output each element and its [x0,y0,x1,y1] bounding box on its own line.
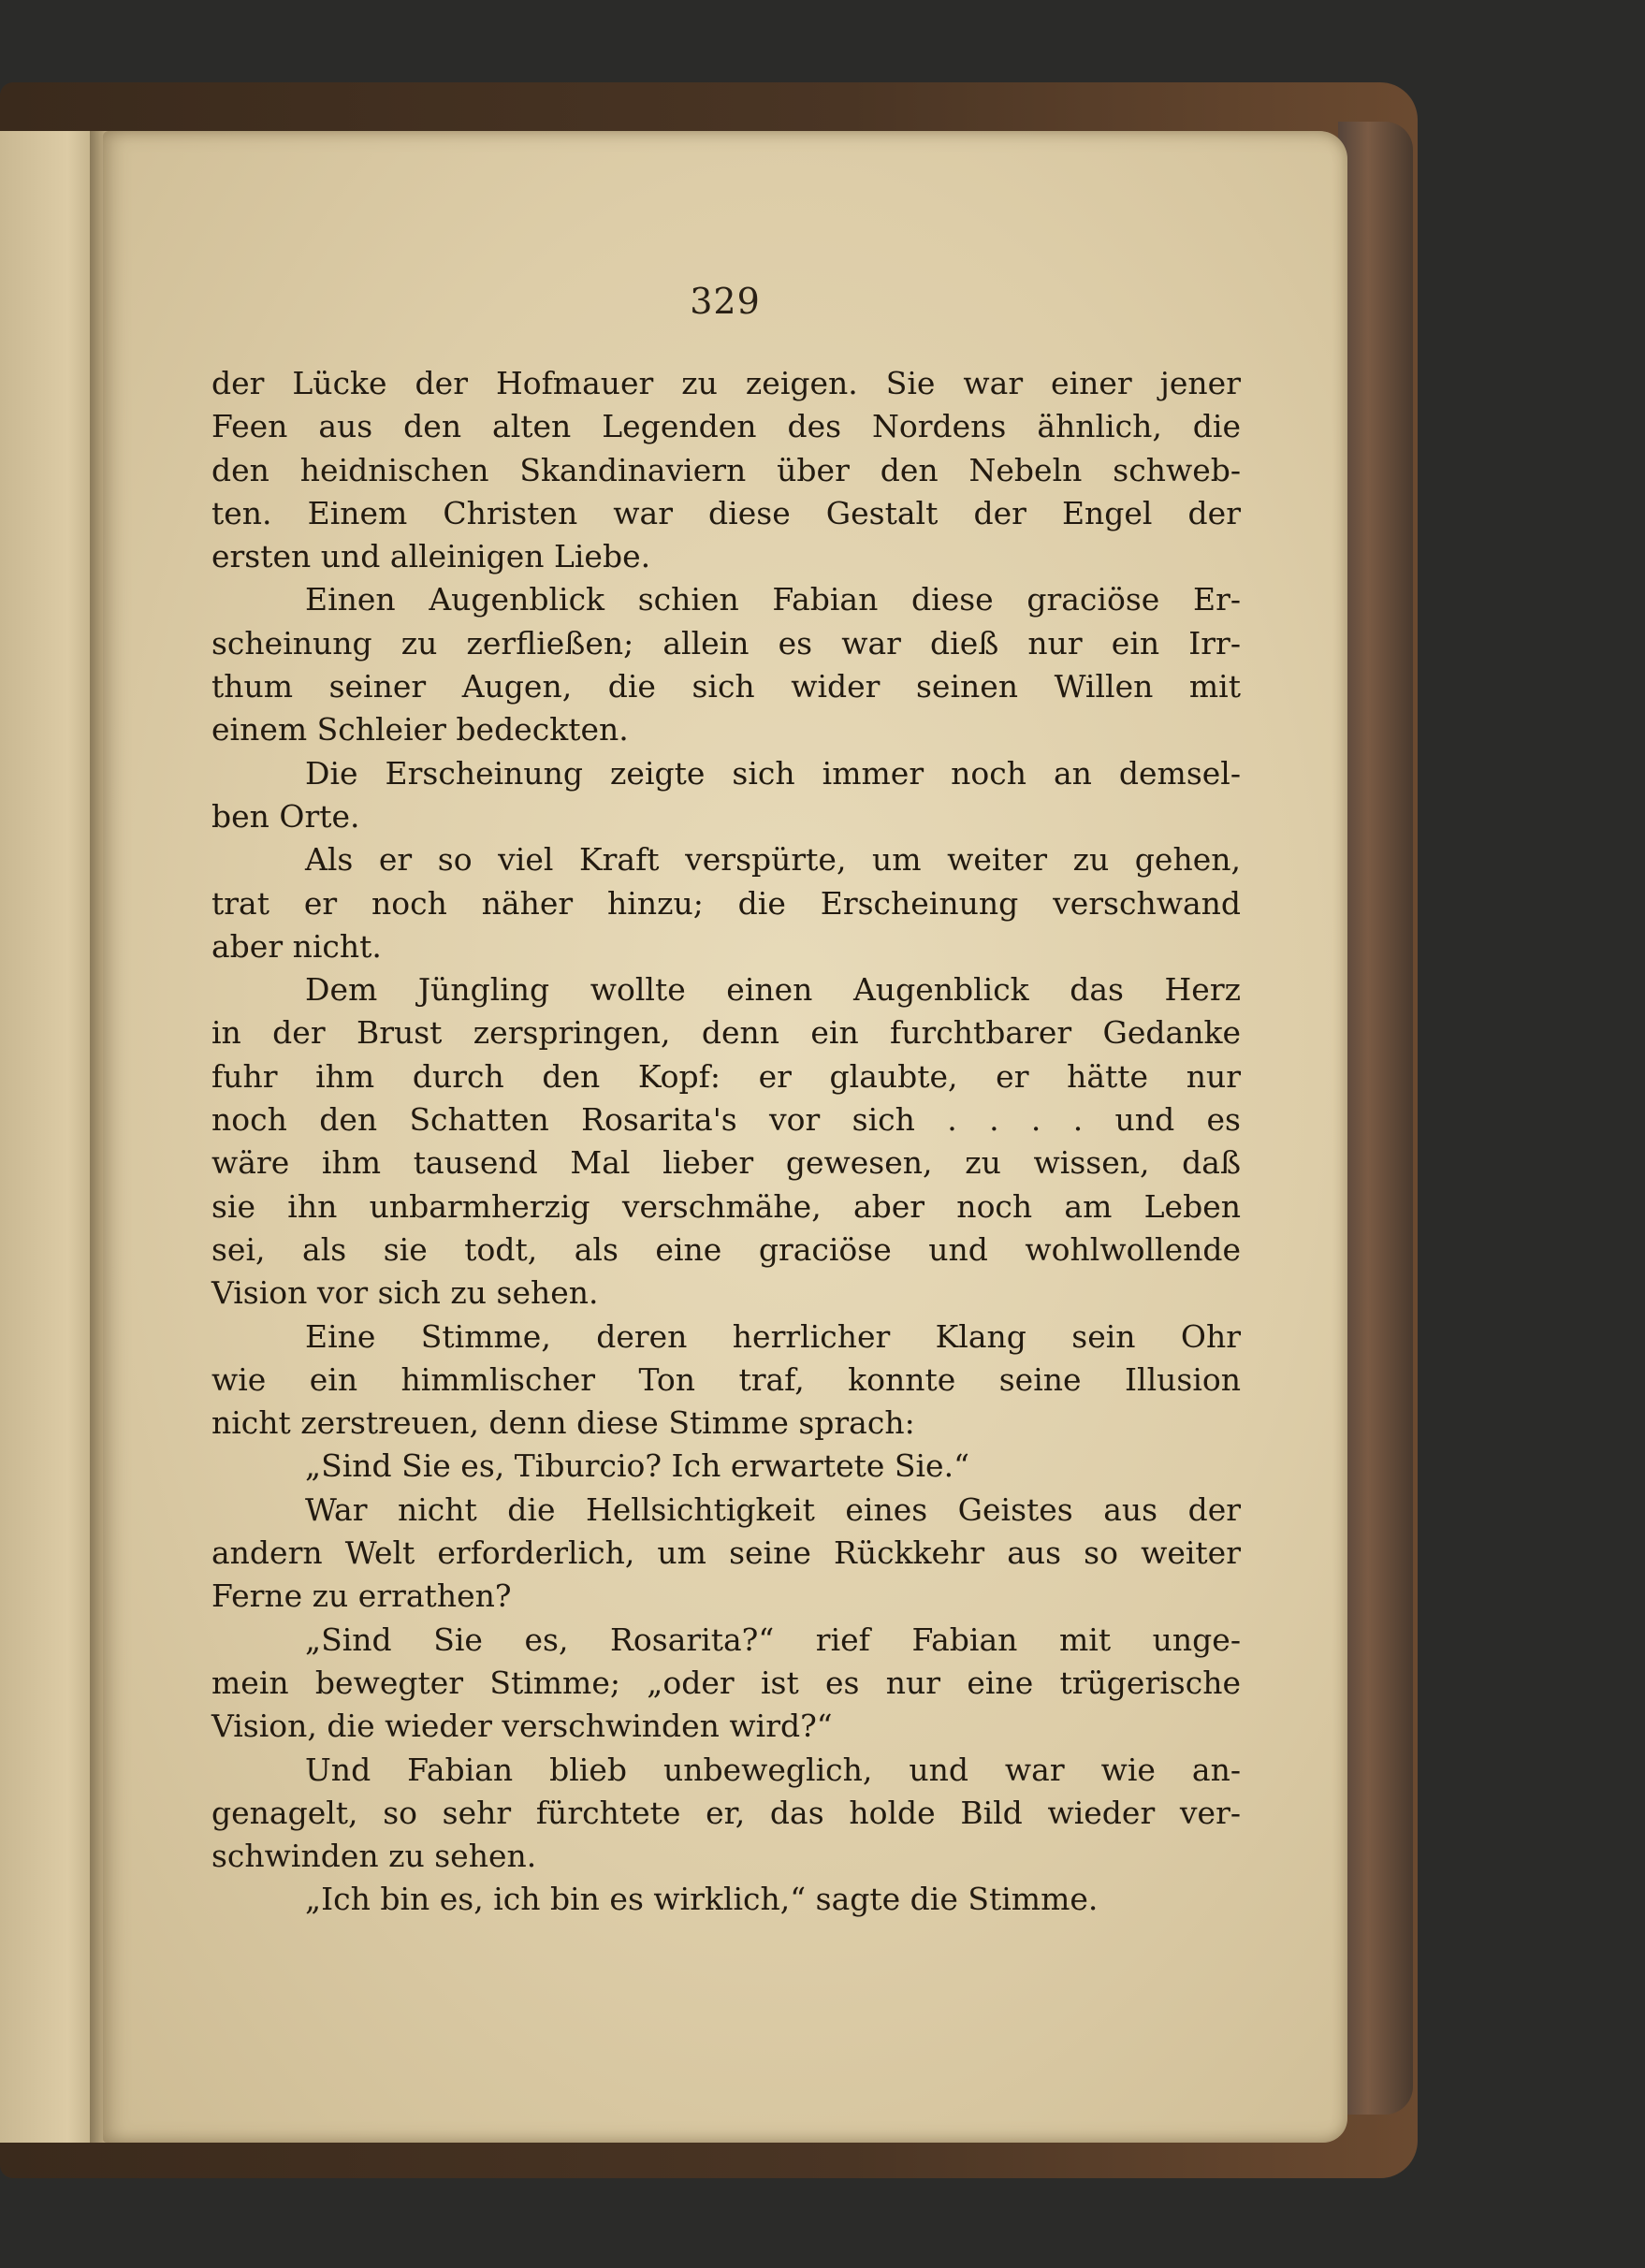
text-line: ersten und alleinigen Liebe. [211,538,651,575]
text-line: nicht zerstreuen, denn diese Stimme sprach: [211,1404,915,1442]
text-line: Eine Stimme, deren herrlicher Klang sein Ohr [305,1317,1241,1355]
text-line: sei, als sie todt, als eine graciöse und wohlwollende [211,1230,1241,1268]
text-line: fuhr ihm durch den Kopf: er glaubte, er hätte nur [211,1057,1241,1095]
page-text [211,362,1241,1922]
text-line: wie ein himmlischer Ton traf, konnte seine Illusion [211,1360,1241,1398]
text-line: „Sind Sie es, Tiburcio? Ich erwartete Sie.“ [305,1447,969,1485]
text-line: ten. Einem Christen war diese Gestalt der Engel der [211,494,1241,531]
text-line: ben Orte. [211,797,360,835]
text-line: mein bewegter Stimme; „oder ist es nur eine trügerische [211,1664,1241,1701]
book-fore-edge [1338,122,1413,2115]
text-line: Als er so viel Kraft verspürte, um weiter zu gehen, [305,841,1241,879]
text-line: in der Brust zerspringen, denn ein furchtbarer Gedanke [211,1014,1241,1052]
text-line: Vision, die wieder verschwinden wird?“ [211,1708,833,1745]
text-line: Einen Augenblick schien Fabian diese graciöse Er- [305,581,1241,618]
text-line: Feen aus den alten Legenden des Nordens ähnlich, die [211,408,1241,445]
left-page-edge [0,131,97,2143]
text-line: wäre ihm tausend Mal lieber gewesen, zu wissen, daß [211,1144,1241,1182]
text-line: War nicht die Hellsichtigkeit eines Geistes aus der [305,1490,1241,1528]
text-line: „Ich bin es, ich bin es wirklich,“ sagte die Stimme. [305,1881,1099,1918]
text-line: den heidnischen Skandinaviern über den Nebeln schweb- [211,451,1241,488]
text-line: andern Welt erforderlich, um seine Rückkehr aus so weiter [211,1534,1241,1572]
text-line: Dem Jüngling wollte einen Augenblick das Herz [305,971,1241,1009]
book-page [103,131,1347,2143]
text-line: schwinden zu sehen. [211,1838,537,1875]
text-line: der Lücke der Hofmauer zu zeigen. Sie war einer jener [211,365,1241,401]
text-line: noch den Schatten Rosarita's vor sich . . . . und es [211,1101,1241,1139]
text-line: trat er noch näher hinzu; die Erscheinung verschwand [211,884,1241,922]
text-line: sie ihn unbarmherzig verschmähe, aber noch am Leben [211,1187,1241,1225]
text-line: Ferne zu errathen? [211,1577,512,1615]
text-line: Die Erscheinung zeigte sich immer noch an demsel- [305,754,1241,792]
text-line: „Sind Sie es, Rosarita?“ rief Fabian mit unge- [305,1621,1241,1658]
text-line: thum seiner Augen, die sich wider seinen Willen mit [211,668,1241,705]
text-line: Und Fabian blieb unbeweglich, und war wie an- [305,1751,1241,1788]
text-line: einem Schleier bedeckten. [211,711,629,749]
text-line: aber nicht. [211,927,382,965]
text-line: genagelt, so sehr fürchtete er, das holde Bild wieder ver- [211,1794,1241,1831]
text-line: scheinung zu zerfließen; allein es war dieß nur ein Irr- [211,624,1241,662]
text-line: Vision vor sich zu sehen. [211,1274,599,1312]
page-number: 329 [690,281,761,322]
